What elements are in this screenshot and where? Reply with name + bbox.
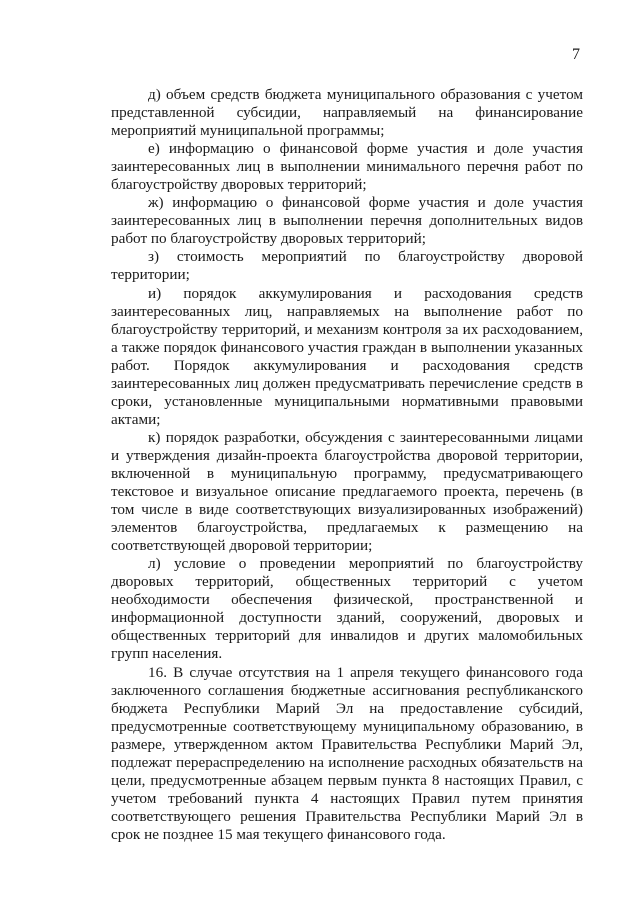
- paragraph-subitem-k: к) порядок разработки, обсуждения с заинтересованными лицами и утверждения дизайн-проекта благоустройства дворовой территории, включенной в муниципальную программу, предусматривающего текстовое и визуальное описание предлагаемого проекта, перечень (в том числе в виде соответствующих визуализированных изображений) элементов благоустройства, предлагаемых к размещению на соответствующей дворовой территории;: [111, 428, 583, 555]
- document-body: [111, 86, 583, 844]
- paragraph-subitem-d: д) объем средств бюджета муниципального образования с учетом представленной субсидии, направляемый на финансирование мероприятий муниципальной программы;: [111, 86, 583, 140]
- paragraph-subitem-l: л) условие о проведении мероприятий по благоустройству дворовых территорий, общественных территорий с учетом необходимости обеспечения физической, пространственной и информационной доступности зданий, сооружений, дворовых и общественных территорий для инвалидов и других маломобильных групп населения.: [111, 555, 583, 663]
- paragraph-subitem-i: и) порядок аккумулирования и расходования средств заинтересованных лиц, направляемых на выполнение работ по благоустройству территорий, и механизм контроля за их расходованием, а также порядок финансового участия граждан в выполнении указанных работ. Порядок аккумулирования и расходования средств заинтересованных лиц должен предусматривать перечисление средств в сроки, установленные муниципальными нормативными правовыми актами;: [111, 284, 583, 428]
- page-number: 7: [572, 46, 580, 63]
- paragraph-subitem-z: з) стоимость мероприятий по благоустройству дворовой территории;: [111, 248, 583, 284]
- paragraph-subitem-zh: ж) информацию о финансовой форме участия и доле участия заинтересованных лиц в выполнении перечня дополнительных видов работ по благоустройству дворовых территорий;: [111, 194, 583, 248]
- paragraph-clause-16: 16. В случае отсутствия на 1 апреля текущего финансового года заключенного соглашения бюджетные ассигнования республиканского бюджета Республики Марий Эл на предоставление субсидий, предусмотренные соответствующему муниципальному образованию, в размере, утвержденном актом Правительства Республики Марий Эл, подлежат перераспределению на исполнение расходных обязательств на цели, предусмотренные абзацем первым пункта 8 настоящих Правил, с учетом требований пункта 4 настоящих Правил путем принятия соответствующего решения Правительства Республики Марий Эл в срок не позднее 15 мая текущего финансового года.: [111, 663, 583, 843]
- paragraph-subitem-e: е) информацию о финансовой форме участия и доле участия заинтересованных лиц в выполнении минимального перечня работ по благоустройству дворовых территорий;: [111, 140, 583, 194]
